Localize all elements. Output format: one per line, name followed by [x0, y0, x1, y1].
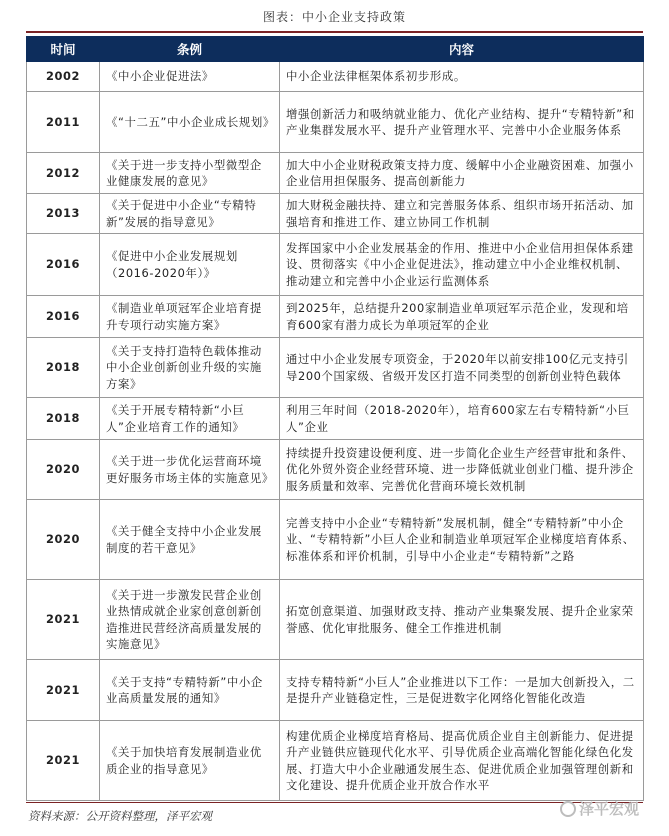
- row-year: 2018: [27, 338, 100, 398]
- row-year: 2018: [27, 398, 100, 440]
- header-content: 内容: [280, 37, 644, 62]
- row-year: 2016: [27, 234, 100, 296]
- row-year: 2021: [27, 580, 100, 660]
- row-content: 加大财税金融扶持、建立和完善服务体系、组织市场开拓活动、加强培育和推进工作、建立协同工作机制: [280, 194, 644, 234]
- row-content: 增强创新活力和吸纳就业能力、优化产业结构、提升“专精特新”和产业集群发展水平、提升产业管理水平、完善中小企业服务体系: [280, 92, 644, 153]
- row-regulation: 《关于进一步优化运营商环境 更好服务市场主体的实施意见》: [100, 440, 280, 500]
- row-year: 2021: [27, 721, 100, 801]
- table-row: [27, 398, 644, 440]
- watermark: [560, 798, 639, 819]
- row-content: 通过中小企业发展专项资金，于2020年以前安排100亿元支持引导200个国家级、省级开发区打造不同类型的创新创业特色载体: [280, 338, 644, 398]
- row-content: 拓宽创意渠道、加强财政支持、推动产业集聚发展、提升企业家荣誉感、优化审批服务、健全工作推进机制: [280, 580, 644, 660]
- row-content: 到2025年，总结提升200家制造业单项冠军示范企业，发现和培育600家有潜力成长为单项冠军的企业: [280, 296, 644, 338]
- row-regulation: 《“十二五”中小企业成长规划》: [100, 92, 280, 153]
- row-content: 发挥国家中小企业发展基金的作用、推进中小企业信用担保体系建设、贯彻落实《中小企业促进法》，推动建立中小企业维权机制、推动建立和完善中小企业运行监测体系: [280, 234, 644, 296]
- row-year: 2013: [27, 194, 100, 234]
- table-row: [27, 62, 644, 92]
- row-year: 2016: [27, 296, 100, 338]
- table-row: [27, 338, 644, 398]
- table-row: [27, 440, 644, 500]
- row-regulation: 《制造业单项冠军企业培育提升专项行动实施方案》: [100, 296, 280, 338]
- row-regulation: 《促进中小企业发展规划（2016-2020年）》: [100, 234, 280, 296]
- row-year: 2011: [27, 92, 100, 153]
- table-row: [27, 660, 644, 721]
- row-content: 利用三年时间（2018-2020年），培育600家左右专精特新“小巨人”企业: [280, 398, 644, 440]
- row-regulation: 《关于开展专精特新“小巨人”企业培育工作的通知》: [100, 398, 280, 440]
- top-rule: [26, 31, 643, 33]
- table-row: [27, 194, 644, 234]
- row-year: 2021: [27, 660, 100, 721]
- footer-rule: [26, 802, 643, 803]
- table-row: [27, 296, 644, 338]
- row-content: 中小企业法律框架体系初步形成。: [280, 62, 644, 92]
- row-year: 2020: [27, 440, 100, 500]
- wechat-icon: [560, 801, 576, 817]
- table-row: [27, 580, 644, 660]
- row-regulation: 《关于促进中小企业“专精特新”发展的指导意见》: [100, 194, 280, 234]
- table-row: [27, 153, 644, 194]
- row-content: 完善支持中小企业“专精特新”发展机制，健全“专精特新”中小企业、“专精特新”小巨人企业和制造业单项冠军企业梯度培育体系、标准体系和评价机制，引导中小企业走“专精特新”之路: [280, 500, 644, 580]
- row-regulation: 《关于支持打造特色载体推动中小企业创新创业升级的实施方案》: [100, 338, 280, 398]
- row-content: 持续提升投资建设便利度、进一步简化企业生产经营审批和条件、优化外贸外资企业经营环境、进一步降低就业创业门槛、提升涉企服务质量和效率、完善优化营商环境长效机制: [280, 440, 644, 500]
- row-year: 2020: [27, 500, 100, 580]
- row-content: 支持专精特新“小巨人”企业推进以下工作：一是加大创新投入，二是提升产业链稳定性，三是促进数字化网络化智能化改造: [280, 660, 644, 721]
- table-row: [27, 92, 644, 153]
- row-regulation: 《关于支持“专精特新”中小企业高质量发展的通知》: [100, 660, 280, 721]
- table-caption: 图表：中小企业支持政策: [262, 10, 406, 24]
- source-note: 资料来源：公开资料整理，泽平宏观: [28, 809, 212, 823]
- row-regulation: 《关于进一步激发民营企业创业热情成就企业家创意创新创造推进民营经济高质量发展的实施意见》: [100, 580, 280, 660]
- table-row: [27, 500, 644, 580]
- header-regulation: 条例: [100, 37, 280, 62]
- row-content: 构建优质企业梯度培育格局、提高优质企业自主创新能力、促进提升产业链供应链现代化水平、引导优质企业高端化智能化绿色化发展、打造大中小企业融通发展生态、促进优质企业加强管理创新和文化建设、提升优质企业开放合作水平: [280, 721, 644, 801]
- row-regulation: 《关于进一步支持小型微型企业健康发展的意见》: [100, 153, 280, 194]
- table-row: [27, 234, 644, 296]
- row-year: 2002: [27, 62, 100, 92]
- header-year: 时间: [27, 37, 100, 62]
- row-regulation: 《中小企业促进法》: [100, 62, 280, 92]
- header-row: [27, 37, 644, 62]
- row-content: 加大中小企业财税政策支持力度、缓解中小企业融资困难、加强小企业信用担保服务、提高创新能力: [280, 153, 644, 194]
- watermark-text: 泽平宏观: [579, 800, 640, 818]
- row-year: 2012: [27, 153, 100, 194]
- policy-table: [26, 36, 644, 801]
- table-row: [27, 721, 644, 801]
- row-regulation: 《关于加快培育发展制造业优质企业的指导意见》: [100, 721, 280, 801]
- row-regulation: 《关于健全支持中小企业发展制度的若干意见》: [100, 500, 280, 580]
